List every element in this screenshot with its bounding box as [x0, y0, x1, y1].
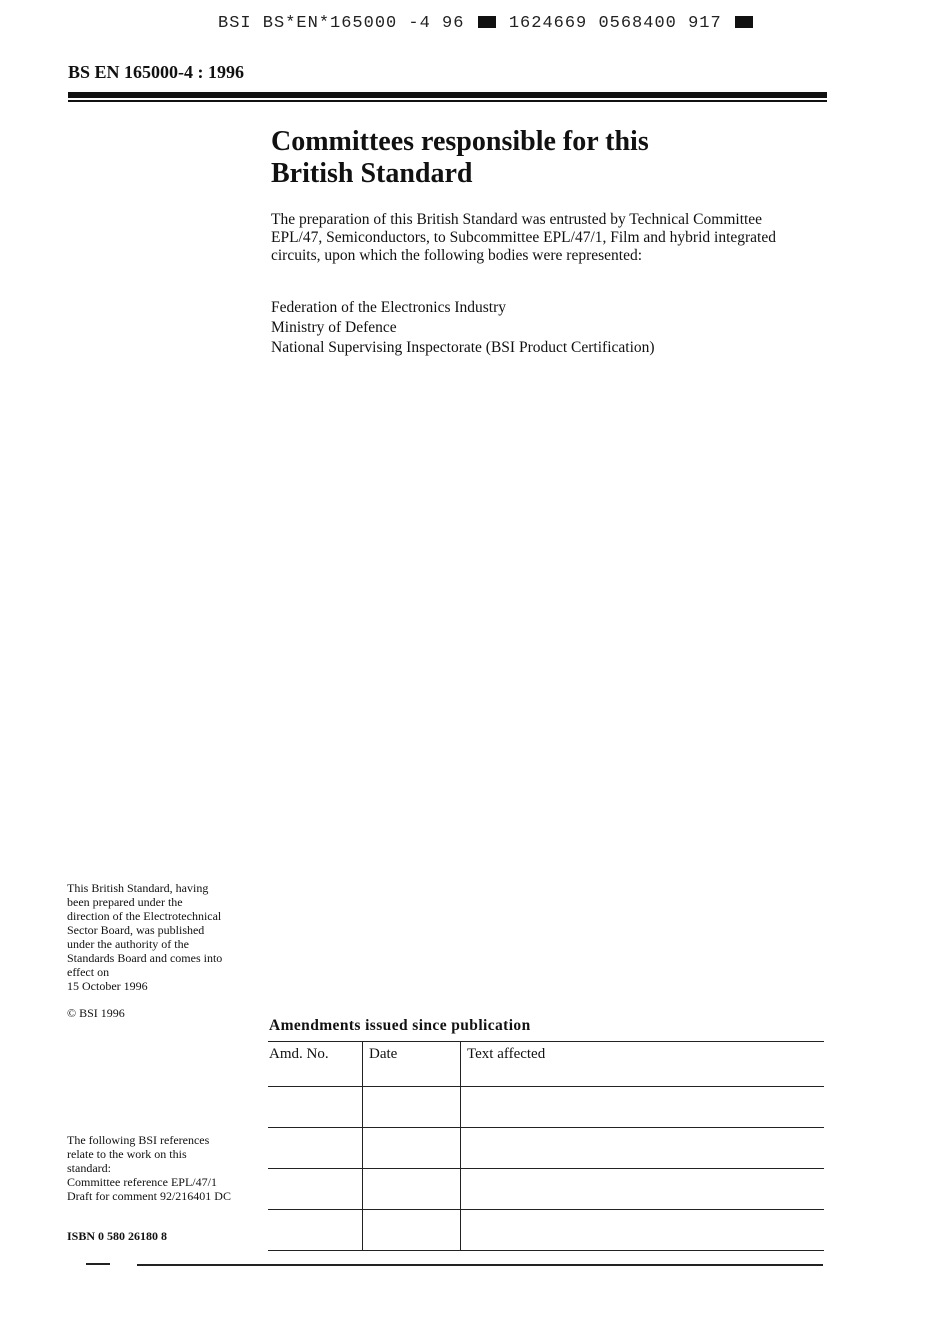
table-cell	[461, 1087, 825, 1128]
note-line: relate to the work on this	[67, 1147, 187, 1161]
isbn: ISBN 0 580 26180 8	[67, 1229, 168, 1243]
table-cell	[461, 1169, 825, 1210]
intro-paragraph	[271, 211, 831, 265]
note-line: Sector Board, was published	[67, 923, 205, 937]
note-line: Draft for comment 92/216401 DC	[67, 1189, 231, 1203]
header-rule-thin	[68, 100, 827, 102]
table-cell	[268, 1210, 363, 1251]
scan-header-code	[218, 14, 755, 33]
intro-line: The preparation of this British Standard was entrusted by Technical Committee	[271, 211, 763, 228]
header-rule-thick	[68, 92, 827, 98]
table-cell	[363, 1169, 461, 1210]
represented-bodies-list	[271, 298, 831, 358]
column-header-text-affected: Text affected	[461, 1042, 825, 1087]
document-id: BS EN 165000-4 : 1996	[68, 62, 245, 82]
table-cell	[268, 1128, 363, 1169]
title-line: Committees responsible for this	[271, 126, 649, 157]
table-cell	[363, 1210, 461, 1251]
table-cell	[363, 1128, 461, 1169]
bsi-references-note	[67, 1133, 257, 1203]
scan-code-part1: BSI BS*EN*165000 -4 96	[218, 14, 465, 33]
table-cell	[363, 1087, 461, 1128]
page-title	[271, 126, 831, 190]
table-row	[268, 1087, 824, 1128]
footer-rule-long	[137, 1264, 823, 1266]
column-header-date: Date	[363, 1042, 461, 1087]
amendments-title: Amendments issued since publication	[269, 1017, 531, 1034]
note-line: direction of the Electrotechnical	[67, 909, 222, 923]
scan-code-part2: 1624669 0568400 917	[508, 14, 722, 33]
table-row	[268, 1169, 824, 1210]
amendments-table	[268, 1041, 824, 1251]
title-line: British Standard	[271, 158, 473, 189]
note-line: The following BSI references	[67, 1133, 210, 1147]
note-line: This British Standard, having	[67, 881, 209, 895]
table-row	[268, 1128, 824, 1169]
list-item: National Supervising Inspectorate (BSI Product Certification)	[271, 339, 655, 356]
note-line: Committee reference EPL/47/1	[67, 1175, 217, 1189]
copyright-notice: © BSI 1996	[67, 1006, 125, 1020]
intro-line: circuits, upon which the following bodies were represented:	[271, 247, 643, 264]
table-cell	[461, 1210, 825, 1251]
list-item: Ministry of Defence	[271, 319, 397, 336]
list-item: Federation of the Electronics Industry	[271, 299, 507, 316]
table-cell	[268, 1087, 363, 1128]
redaction-block	[478, 16, 496, 28]
redaction-block	[735, 16, 753, 28]
note-line: standard:	[67, 1161, 111, 1175]
note-line: Standards Board and comes into	[67, 951, 223, 965]
table-row	[268, 1210, 824, 1251]
table-cell	[268, 1169, 363, 1210]
note-line: been prepared under the	[67, 895, 183, 909]
intro-line: EPL/47, Semiconductors, to Subcommittee EPL/47/1, Film and hybrid integrated	[271, 229, 776, 246]
table-header-row	[268, 1042, 824, 1087]
publication-note	[67, 881, 257, 993]
footer-rule-short	[86, 1263, 110, 1265]
note-line: under the authority of the	[67, 937, 189, 951]
column-header-amd-no: Amd. No.	[268, 1042, 363, 1087]
note-line: 15 October 1996	[67, 979, 148, 993]
note-line: effect on	[67, 965, 110, 979]
table-cell	[461, 1128, 825, 1169]
